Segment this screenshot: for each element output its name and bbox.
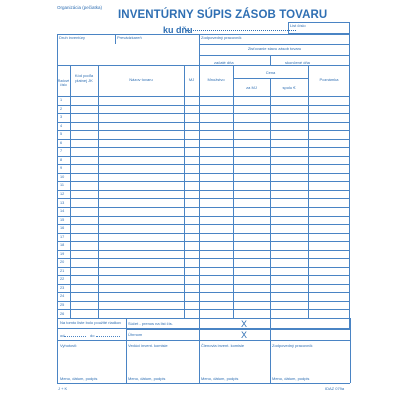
- row-number: 9: [60, 166, 63, 171]
- rows-from-field[interactable]: [64, 336, 86, 337]
- responsible-signature-label: Zodpovedný pracovník: [272, 343, 313, 348]
- row-number: 25: [60, 302, 65, 307]
- price-crossed-mark: X: [241, 319, 248, 329]
- carry-over-label: Súčet - prenos na list čís.: [128, 321, 173, 326]
- form-title: INVENTÚRNY SÚPIS ZÁSOB TOVARU: [118, 9, 328, 21]
- row-divider: [57, 198, 350, 199]
- col-unit-header: MJ: [188, 77, 195, 82]
- commission-members-label: Členovia invent. komisie: [201, 343, 245, 348]
- row-number: 17: [60, 234, 65, 239]
- col-row-number-header: Radové číslo: [57, 79, 70, 87]
- row-number: 16: [60, 226, 65, 231]
- row-number: 3: [60, 115, 63, 120]
- col-price-header: Cena: [265, 70, 276, 75]
- row-divider: [57, 190, 350, 191]
- organization-label: Organizácia (pečiatka): [57, 5, 103, 10]
- responsible-worker-label: Zodpovedný pracovník: [201, 35, 242, 40]
- row-divider: [57, 113, 350, 114]
- stock-check-label: Zisťovanie stavu zásob tovaru: [247, 46, 302, 51]
- row-divider: [57, 216, 350, 217]
- row-number: 22: [60, 277, 65, 282]
- row-divider: [57, 224, 350, 225]
- row-divider: [57, 250, 350, 251]
- form-code-right: IDAZ 079a: [325, 386, 345, 391]
- row-number: 10: [60, 174, 65, 179]
- row-number: 20: [60, 260, 65, 265]
- row-divider: [57, 309, 350, 310]
- col-unit-price-header: za MJ: [246, 85, 257, 90]
- col-quantity-header: Množstvo: [207, 77, 225, 82]
- commission-head-label: Vedúci invent. komisie: [128, 343, 168, 348]
- prepared-by-label: Vyhotovil:: [60, 343, 78, 348]
- form-subtitle: ku dňu: [163, 25, 193, 35]
- signature-caption-3: Meno, dátum, podpis: [201, 376, 239, 381]
- row-number: 4: [60, 123, 63, 128]
- row-number: 23: [60, 285, 65, 290]
- row-number: 15: [60, 217, 65, 222]
- row-divider: [57, 181, 350, 182]
- rows-to-label: do: [90, 333, 95, 338]
- price-crossed-mark-2: X: [241, 330, 248, 340]
- row-number: 2: [60, 106, 63, 111]
- row-divider: [57, 301, 350, 302]
- row-divider: [57, 122, 350, 123]
- ended-on-label: skončené dňa: [285, 60, 310, 65]
- row-number: 13: [60, 200, 65, 205]
- date-dotted-line: [186, 30, 296, 31]
- row-divider: [57, 284, 350, 285]
- row-number: 7: [60, 149, 63, 154]
- row-number: 21: [60, 268, 65, 273]
- shop-label: Prevádzkareň: [117, 35, 142, 40]
- started-on-label: začaté dňa: [214, 60, 234, 65]
- col-note-header: Poznámka: [319, 77, 339, 82]
- row-divider: [57, 147, 350, 148]
- rows-from-label: od: [60, 333, 65, 338]
- used-rows-label: Na tomto liste bolo použité riadkov: [60, 320, 122, 325]
- row-divider: [57, 164, 350, 165]
- row-number: 11: [60, 183, 64, 188]
- row-number: 19: [60, 251, 65, 256]
- row-divider: [57, 173, 350, 174]
- row-divider: [57, 267, 350, 268]
- row-number: 14: [60, 209, 65, 214]
- row-divider: [57, 105, 350, 106]
- row-number: 24: [60, 294, 65, 299]
- signature-caption-4: Meno, dátum, podpis: [272, 376, 310, 381]
- col-total-header: spolu €: [282, 85, 296, 90]
- row-number: 6: [60, 140, 63, 145]
- row-divider: [57, 258, 350, 259]
- inventory-type-label: Druh inventúry: [59, 35, 86, 40]
- col-code-header: Kód podľa platnej JK: [74, 73, 94, 83]
- form-code-left: J + K: [58, 386, 68, 391]
- row-number: 5: [60, 132, 63, 137]
- row-divider: [57, 130, 350, 131]
- row-number: 18: [60, 243, 65, 248]
- row-divider: [57, 207, 350, 208]
- row-number: 12: [60, 191, 65, 196]
- signature-caption-1: Meno, dátum, podpis: [60, 376, 98, 381]
- row-divider: [57, 241, 350, 242]
- col-name-header: Názov tovaru: [129, 77, 153, 82]
- total-label: Úhrnom: [128, 332, 143, 337]
- row-number: 1: [60, 98, 63, 103]
- row-divider: [57, 292, 350, 293]
- rows-to-field[interactable]: [96, 336, 120, 337]
- signature-caption-2: Meno, dátum, podpis: [128, 376, 166, 381]
- row-divider: [57, 233, 350, 234]
- row-divider: [57, 156, 350, 157]
- row-number: 8: [60, 157, 63, 162]
- row-number: 26: [60, 311, 65, 316]
- row-divider: [57, 275, 350, 276]
- sheet-number-label: List číslo: [290, 23, 306, 28]
- row-divider: [57, 139, 350, 140]
